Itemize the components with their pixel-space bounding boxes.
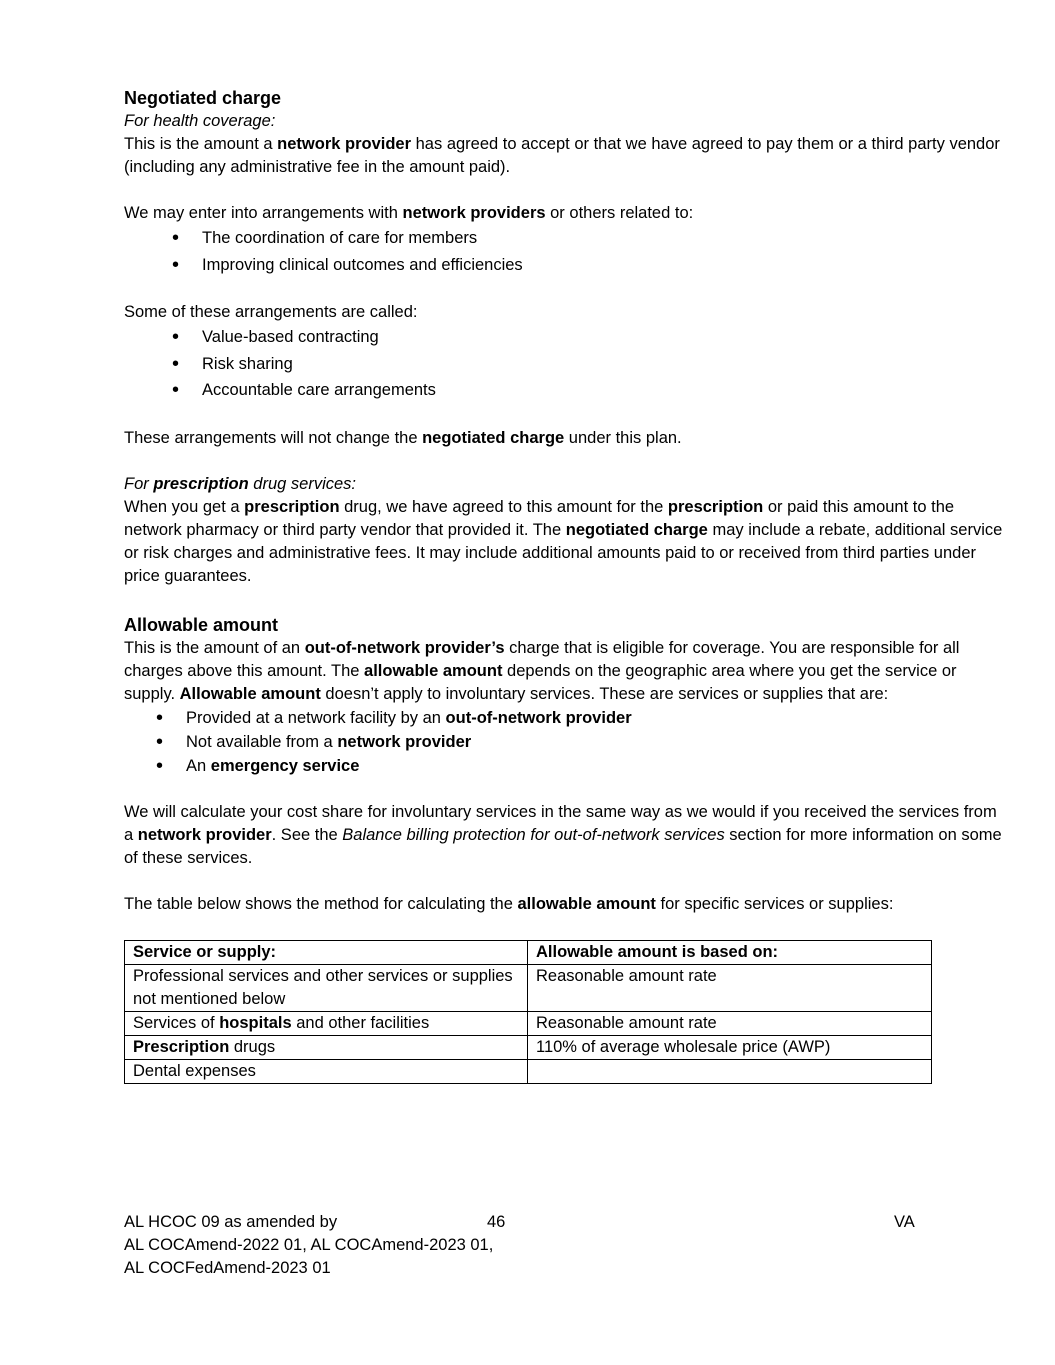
list-item: • The coordination of care for members	[124, 225, 1004, 252]
footer-state-code: VA	[894, 1213, 915, 1231]
table-header-row	[125, 940, 932, 964]
table-cell: Services of hospitals and other facilities	[125, 1011, 528, 1035]
arrangement-types-list	[124, 324, 1004, 404]
table-cell: Professional services and other services or supplies not mentioned below	[125, 964, 528, 1011]
paragraph-arrangement-names: Some of these arrangements are called:	[124, 303, 418, 321]
list-item: • An emergency service	[124, 754, 1004, 778]
list-item: • Provided at a network facility by an out-of-network provider	[124, 706, 1004, 730]
footer-fed-amendment: AL COCFedAmend-2023 01	[124, 1259, 331, 1277]
list-item: • Improving clinical outcomes and efficiencies	[124, 252, 1004, 279]
page-footer	[124, 1211, 924, 1280]
paragraph-prescription: When you get a prescription drug, we have agreed to this amount for the prescription or paid this amount to the network pharmacy or third party vendor that provided it. The negotiated charge may include a rebate, additional service or risk charges and administrative fees. It may include additional amounts paid to or received from third parties under price guarantees.	[124, 497, 1003, 585]
table-cell: Dental expenses	[125, 1059, 528, 1083]
footer-doc-id: AL HCOC 09 as amended by	[124, 1213, 338, 1231]
list-item: • Value-based contracting	[124, 324, 1004, 351]
table-cell: 110% of average wholesale price (AWP)	[528, 1035, 932, 1059]
section-heading-negotiated-charge: Negotiated charge	[124, 88, 282, 108]
section-heading-allowable-amount: Allowable amount	[124, 614, 279, 635]
table-cell: Reasonable amount rate	[528, 964, 932, 1011]
arrangements-list	[124, 225, 1004, 278]
footer-amendments: AL COCAmend-2022 01, AL COCAmend-2023 01,	[124, 1236, 494, 1254]
page-number: 46	[487, 1213, 506, 1231]
paragraph-table-intro: The table below shows the method for calculating the allowable amount for specific services or supplies:	[124, 894, 894, 913]
table-row	[125, 1035, 932, 1059]
table-cell	[528, 1059, 932, 1083]
table-cell: Reasonable amount rate	[528, 1011, 932, 1035]
subheading-health-coverage: For health coverage:	[124, 112, 276, 130]
allowable-amount-table	[124, 940, 932, 1084]
table-row	[125, 1011, 932, 1035]
list-item: • Accountable care arrangements	[124, 377, 1004, 404]
involuntary-services-list	[124, 706, 1004, 778]
paragraph-arrangements: We may enter into arrangements with network providers or others related to:	[124, 204, 694, 222]
paragraph-no-change: These arrangements will not change the negotiated charge under this plan.	[124, 428, 682, 447]
subheading-prescription: For prescription drug services:	[124, 474, 356, 493]
table-row	[125, 1059, 932, 1083]
table-cell: Prescription drugs	[125, 1035, 528, 1059]
table-row	[125, 964, 932, 1011]
document-body	[124, 86, 1004, 1084]
paragraph-allowable-definition: This is the amount of an out-of-network provider’s charge that is eligible for coverage. You are responsible for all charges above this amount. The allowable amount depends on the geographic area where you get the service or supply. Allowable amount doesn’t apply to involuntary services. These are services or supplies that are:	[124, 638, 960, 703]
list-item: • Not available from a network provider	[124, 730, 1004, 754]
list-item: • Risk sharing	[124, 351, 1004, 378]
table-header-cell: Allowable amount is based on:	[528, 940, 932, 964]
paragraph-negotiated-definition: This is the amount a network provider has agreed to accept or that we have agreed to pay them or a third party vendor (including any administrative fee in the amount paid).	[124, 135, 1000, 176]
table-header-cell: Service or supply:	[125, 940, 528, 964]
paragraph-cost-share: We will calculate your cost share for involuntary services in the same way as we would if you received the services from a network provider. See the Balance billing protection for out-of-network services section for more information on some of these services.	[124, 802, 1002, 867]
